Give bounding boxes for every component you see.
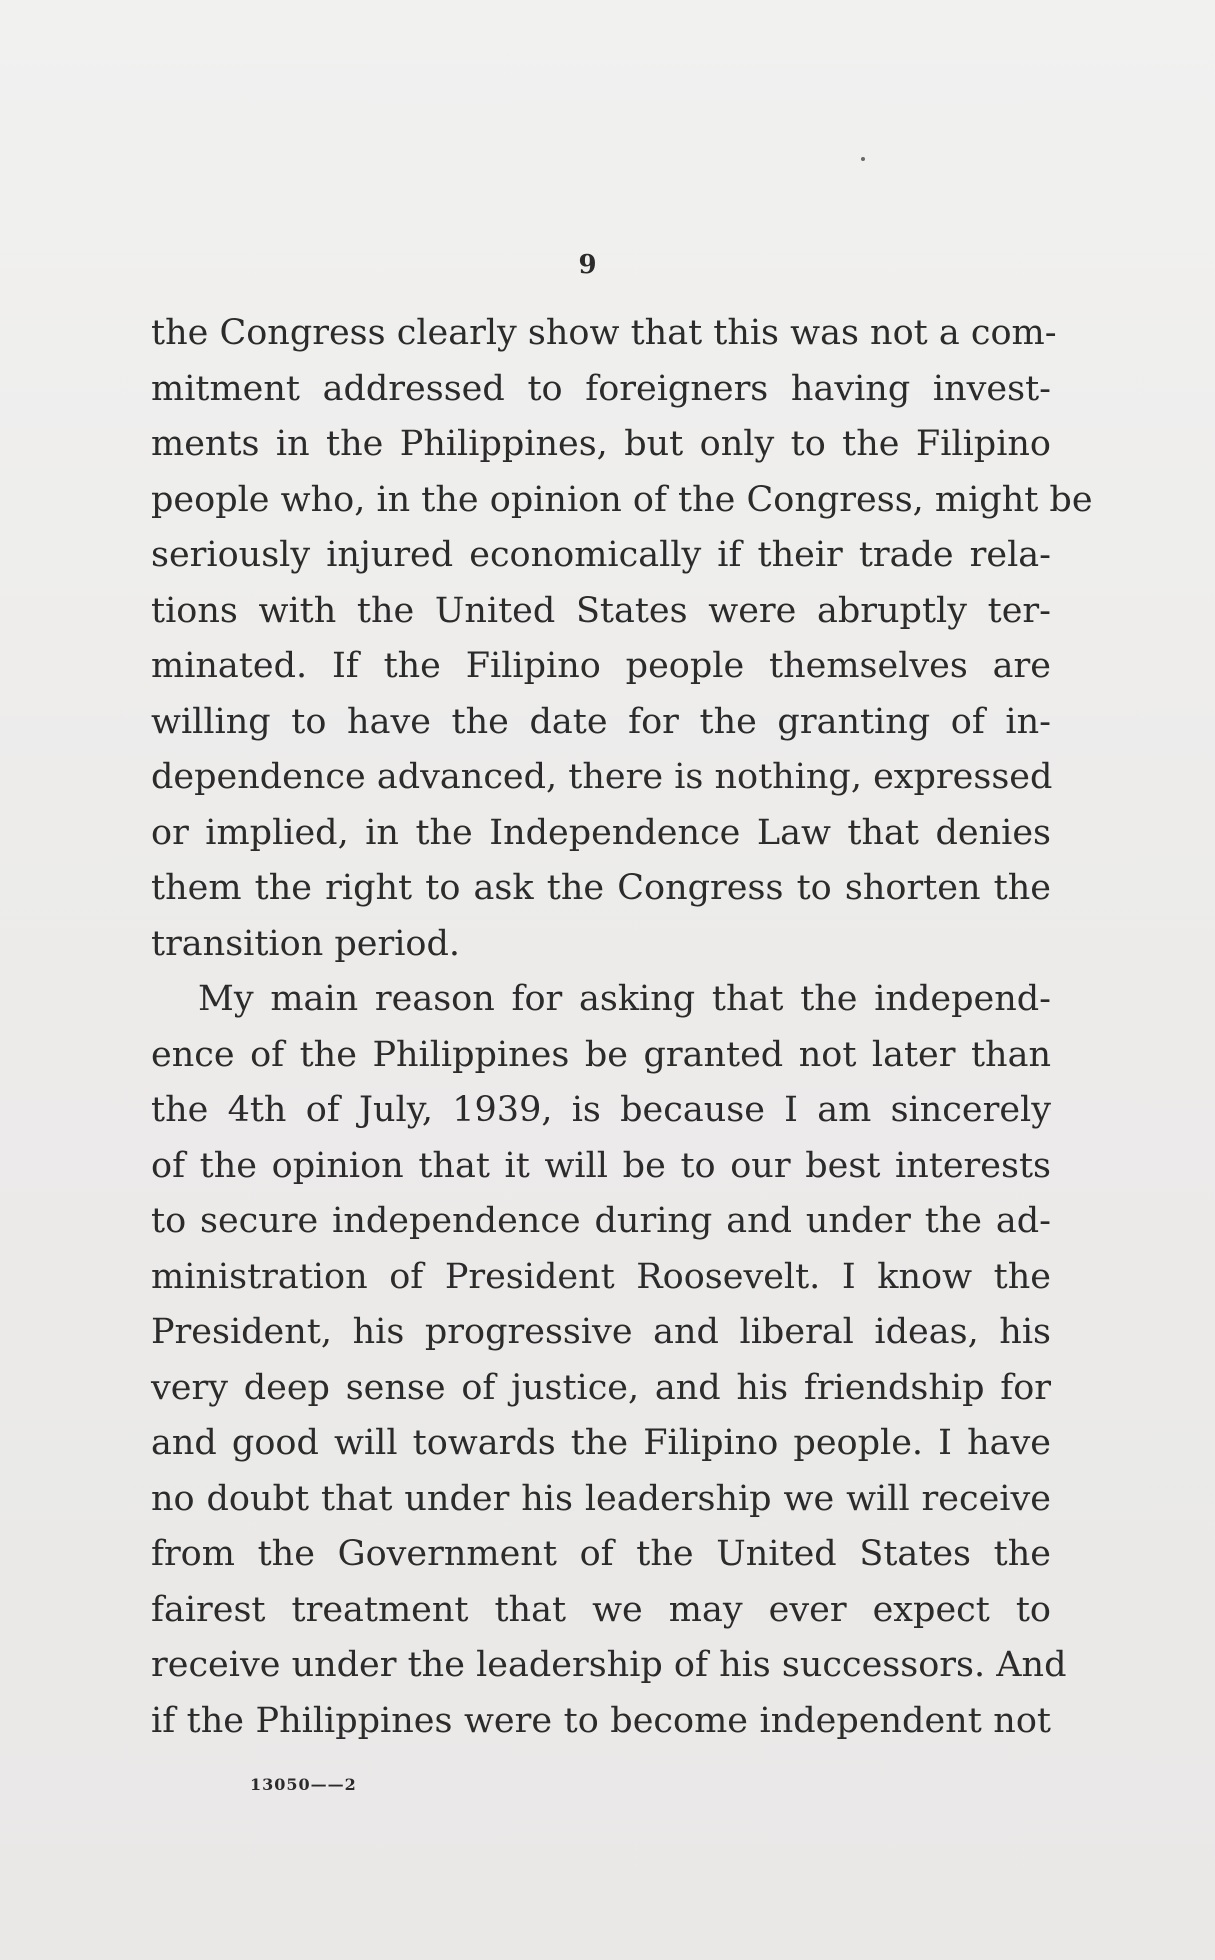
text-line: ence of the Philippines be granted not later than — [151, 1034, 1051, 1075]
text-line: very deep sense of justice, and his friendship for — [151, 1367, 1051, 1408]
text-line: no doubt that under his leadership we will receive — [151, 1478, 1051, 1519]
text-line: of the opinion that it will be to our best interests — [151, 1145, 1051, 1186]
text-line: to secure independence during and under the ad- — [151, 1201, 1051, 1241]
text-line: minated. If the Filipino people themselves are — [151, 646, 1051, 686]
page-number: 9 — [578, 250, 597, 280]
printer-signature-mark: 13050——2 — [250, 1775, 357, 1794]
page-speck — [861, 157, 865, 161]
text-line: or implied, in the Independence Law that denies — [151, 812, 1051, 853]
text-line: dependence advanced, there is nothing, expressed — [151, 757, 1053, 797]
text-line: seriously injured economically if their trade rela- — [151, 535, 1051, 575]
text-line: tions with the United States were abruptly ter- — [151, 590, 1051, 631]
body-text — [151, 306, 1093, 1749]
text-line: ministration of President Roosevelt. I know the — [151, 1256, 1051, 1297]
text-line: people who, in the opinion of the Congress, might be — [151, 479, 1093, 520]
text-line: willing to have the date for the granting of in- — [151, 701, 1051, 742]
paragraph — [151, 306, 1093, 972]
text-line: fairest treatment that we may ever expect to — [151, 1589, 1051, 1630]
paragraph — [151, 972, 1067, 1749]
text-line: ments in the Philippines, but only to the Filipino — [151, 424, 1051, 464]
text-line: if the Philippines were to become independent not — [151, 1700, 1051, 1741]
text-line: the Congress clearly show that this was not a com- — [151, 313, 1057, 353]
text-line: and good will towards the Filipino people. I have — [151, 1423, 1051, 1463]
text-line: the 4th of July, 1939, is because I am sincerely — [151, 1090, 1051, 1130]
text-line: from the Government of the United States the — [151, 1534, 1051, 1574]
text-line: transition period. — [151, 923, 461, 964]
text-line: receive under the leadership of his successors. And — [151, 1645, 1067, 1685]
text-line: them the right to ask the Congress to shorten the — [151, 868, 1051, 908]
text-line: President, his progressive and liberal ideas, his — [151, 1312, 1051, 1352]
text-line: mitment addressed to foreigners having invest- — [151, 368, 1051, 409]
text-line: My main reason for asking that the independ- — [198, 979, 1051, 1019]
